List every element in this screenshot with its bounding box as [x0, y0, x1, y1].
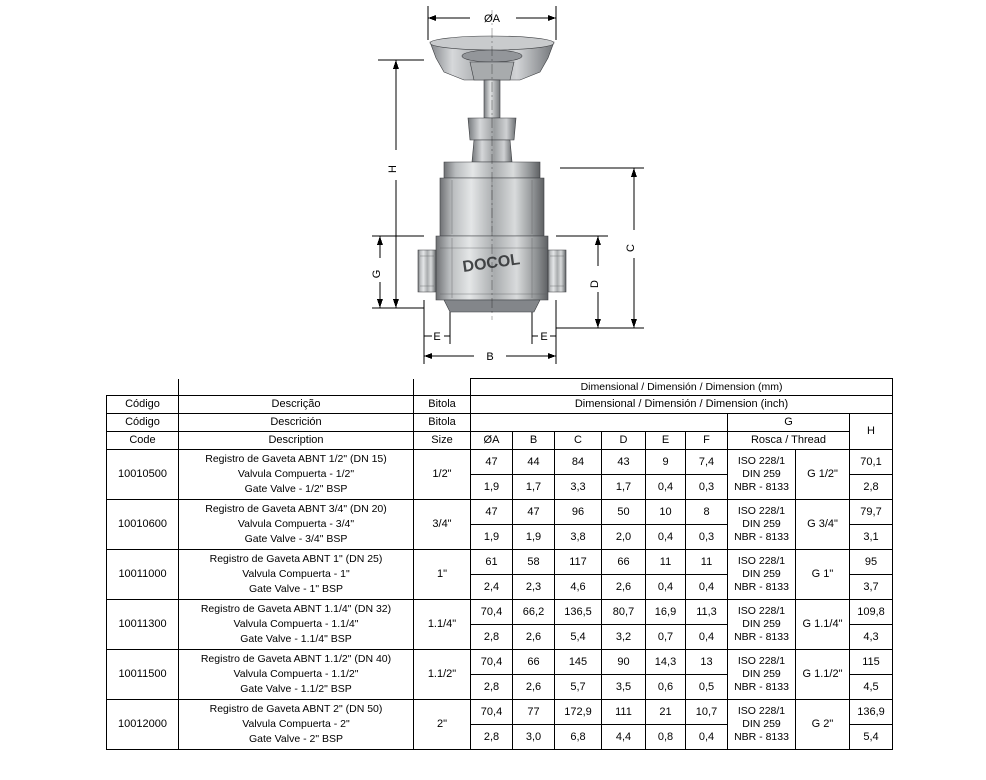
cell-mm-E: 14,3 [646, 650, 686, 675]
cell-h-inch: 3,1 [850, 525, 893, 550]
cell-inch-F: 0,4 [686, 725, 728, 750]
description-line: Valvula Compuerta - 1.1/4" [233, 617, 359, 630]
header-dim-3: D [602, 432, 646, 450]
cell-size: 1.1/4" [414, 600, 471, 650]
cell-mm-C: 145 [555, 650, 602, 675]
cell-code: 10011000 [107, 550, 179, 600]
cell-size: 2" [414, 700, 471, 750]
specification-table-wrapper [106, 378, 885, 750]
label-diameter-a: ØA [484, 13, 500, 25]
brand-label: DOCOL [461, 251, 522, 276]
group-header-mm: Dimensional / Dimensión / Dimension (mm) [471, 379, 893, 396]
thread-line: NBR - 8133 [734, 481, 789, 494]
label-e-left: E [433, 331, 441, 343]
cell-code: 10012000 [107, 700, 179, 750]
header-descricao-pt: Descrição [179, 396, 414, 414]
cell-mm-B: 66 [513, 650, 555, 675]
cell-mm-E: 9 [646, 450, 686, 475]
cell-mm-F: 10,7 [686, 700, 728, 725]
cell-mm-E: 16,9 [646, 600, 686, 625]
cell-mm-D: 66 [602, 550, 646, 575]
cell-h-mm: 109,8 [850, 600, 893, 625]
description-line: Gate Valve - 2" BSP [249, 733, 343, 746]
cell-inch-B: 2,3 [513, 575, 555, 600]
cell-inch-D: 4,4 [602, 725, 646, 750]
cell-thread [728, 550, 796, 600]
header-dim-2: C [555, 432, 602, 450]
cell-h-mm: 79,7 [850, 500, 893, 525]
cell-code: 10010600 [107, 500, 179, 550]
cell-mm-E: 21 [646, 700, 686, 725]
thread-line: NBR - 8133 [734, 631, 789, 644]
cell-size: 1" [414, 550, 471, 600]
cell-h-inch: 4,3 [850, 625, 893, 650]
cell-mm-B: 66,2 [513, 600, 555, 625]
header-thread: Rosca / Thread [728, 432, 850, 450]
description-line: Valvula Compuerta - 1.1/2" [233, 667, 359, 680]
header-codigo-pt: Código [107, 396, 179, 414]
description-line: Registro de Gaveta ABNT 2" (DN 50) [209, 702, 383, 715]
cell-mm-D: 90 [602, 650, 646, 675]
cell-inch-D: 2,6 [602, 575, 646, 600]
cell-inch-D: 3,5 [602, 675, 646, 700]
cell-h-inch: 5,4 [850, 725, 893, 750]
description-line: Valvula Compuerta - 2" [242, 717, 350, 730]
header-codigo-es: Código [107, 414, 179, 432]
header-bitola-pt: Bitola [414, 396, 471, 414]
thread-line: DIN 259 [742, 517, 781, 530]
cell-inch-ØA: 2,8 [471, 725, 513, 750]
cell-thread [728, 500, 796, 550]
cell-mm-B: 47 [513, 500, 555, 525]
thread-line: ISO 228/1 [737, 704, 786, 717]
cell-mm-ØA: 61 [471, 550, 513, 575]
cell-inch-F: 0,3 [686, 525, 728, 550]
description-line: Gate Valve - 1.1/4" BSP [240, 633, 352, 646]
cell-mm-F: 13 [686, 650, 728, 675]
thread-line: NBR - 8133 [734, 681, 789, 694]
description-line: Gate Valve - 3/4" BSP [244, 533, 348, 546]
cell-mm-D: 80,7 [602, 600, 646, 625]
cell-inch-C: 4,6 [555, 575, 602, 600]
cell-inch-ØA: 2,4 [471, 575, 513, 600]
cell-inch-F: 0,4 [686, 625, 728, 650]
thread-line: NBR - 8133 [734, 581, 789, 594]
group-header-inch: Dimensional / Dimensión / Dimension (inch) [471, 396, 893, 414]
cell-inch-E: 0,4 [646, 475, 686, 500]
label-e-right: E [540, 331, 548, 343]
table-header-row-es [107, 414, 893, 432]
header-bitola-es: Bitola [414, 414, 471, 432]
cell-g: G 3/4" [796, 500, 850, 550]
cell-inch-E: 0,4 [646, 525, 686, 550]
cell-inch-F: 0,3 [686, 475, 728, 500]
description-line: Gate Valve - 1" BSP [249, 583, 343, 596]
cell-inch-ØA: 1,9 [471, 475, 513, 500]
cell-h-inch: 4,5 [850, 675, 893, 700]
cell-inch-ØA: 2,8 [471, 625, 513, 650]
cell-h-mm: 70,1 [850, 450, 893, 475]
cell-description [179, 550, 414, 600]
description-line: Registro de Gaveta ABNT 1.1/2" (DN 40) [200, 652, 392, 665]
thread-line: DIN 259 [742, 617, 781, 630]
cell-size: 3/4" [414, 500, 471, 550]
cell-inch-E: 0,8 [646, 725, 686, 750]
cell-inch-C: 6,8 [555, 725, 602, 750]
cell-mm-C: 136,5 [555, 600, 602, 625]
cell-mm-ØA: 70,4 [471, 700, 513, 725]
cell-inch-E: 0,4 [646, 575, 686, 600]
cell-size: 1/2" [414, 450, 471, 500]
cell-size: 1.1/2" [414, 650, 471, 700]
cell-mm-D: 50 [602, 500, 646, 525]
cell-mm-ØA: 70,4 [471, 650, 513, 675]
thread-line: NBR - 8133 [734, 531, 789, 544]
cell-inch-D: 1,7 [602, 475, 646, 500]
header-descricion-es: Descrición [179, 414, 414, 432]
cell-mm-B: 58 [513, 550, 555, 575]
cell-inch-C: 5,4 [555, 625, 602, 650]
cell-inch-C: 3,3 [555, 475, 602, 500]
description-line: Valvula Compuerta - 1" [242, 567, 350, 580]
cell-thread [728, 700, 796, 750]
table-row [107, 600, 893, 625]
cell-mm-B: 77 [513, 700, 555, 725]
header-description-en: Description [179, 432, 414, 450]
cell-inch-E: 0,6 [646, 675, 686, 700]
cell-mm-F: 11 [686, 550, 728, 575]
label-c: C [625, 244, 637, 252]
description-line: Gate Valve - 1.1/2" BSP [240, 683, 352, 696]
thread-line: ISO 228/1 [737, 604, 786, 617]
cell-mm-ØA: 47 [471, 500, 513, 525]
cell-description [179, 500, 414, 550]
cell-thread [728, 450, 796, 500]
table-header-row-mm [107, 379, 893, 396]
valve-drawing-svg [0, 0, 986, 372]
header-size-en: Size [414, 432, 471, 450]
header-dim-0: ØA [471, 432, 513, 450]
thread-line: DIN 259 [742, 667, 781, 680]
cell-mm-D: 43 [602, 450, 646, 475]
technical-drawing [0, 0, 986, 372]
description-line: Registro de Gaveta ABNT 1.1/4" (DN 32) [200, 602, 392, 615]
table-header-row-en [107, 432, 893, 450]
label-g: G [371, 269, 383, 279]
thread-line: NBR - 8133 [734, 731, 789, 744]
table-row [107, 550, 893, 575]
table-row [107, 450, 893, 475]
cell-mm-ØA: 47 [471, 450, 513, 475]
cell-g: G 1.1/2" [796, 650, 850, 700]
cell-mm-F: 11,3 [686, 600, 728, 625]
cell-description [179, 650, 414, 700]
cell-inch-E: 0,7 [646, 625, 686, 650]
thread-line: DIN 259 [742, 567, 781, 580]
description-line: Valvula Compuerta - 1/2" [237, 467, 355, 480]
cell-description [179, 450, 414, 500]
cell-g: G 1" [796, 550, 850, 600]
label-b: B [486, 351, 494, 363]
header-g: G [728, 414, 850, 432]
description-line: Registro de Gaveta ABNT 3/4" (DN 20) [205, 502, 387, 515]
cell-thread [728, 600, 796, 650]
cell-g: G 2" [796, 700, 850, 750]
cell-inch-B: 2,6 [513, 675, 555, 700]
table-row [107, 500, 893, 525]
description-line: Valvula Compuerta - 3/4" [237, 517, 355, 530]
description-line: Registro de Gaveta ABNT 1/2" (DN 15) [205, 452, 387, 465]
thread-line: ISO 228/1 [737, 504, 786, 517]
cell-inch-B: 3,0 [513, 725, 555, 750]
description-line: Gate Valve - 1/2" BSP [244, 483, 348, 496]
cell-mm-F: 8 [686, 500, 728, 525]
thread-line: DIN 259 [742, 717, 781, 730]
thread-line: ISO 228/1 [737, 654, 786, 667]
description-line: Registro de Gaveta ABNT 1" (DN 25) [209, 552, 383, 565]
cell-mm-ØA: 70,4 [471, 600, 513, 625]
cell-h-inch: 2,8 [850, 475, 893, 500]
specification-table [106, 378, 893, 750]
thread-line: ISO 228/1 [737, 454, 786, 467]
cell-h-inch: 3,7 [850, 575, 893, 600]
cell-mm-E: 11 [646, 550, 686, 575]
cell-mm-C: 172,9 [555, 700, 602, 725]
cell-mm-C: 117 [555, 550, 602, 575]
cell-inch-ØA: 1,9 [471, 525, 513, 550]
cell-inch-B: 1,9 [513, 525, 555, 550]
cell-mm-E: 10 [646, 500, 686, 525]
cell-inch-D: 2,0 [602, 525, 646, 550]
cell-mm-B: 44 [513, 450, 555, 475]
header-code-en: Code [107, 432, 179, 450]
header-dim-5: F [686, 432, 728, 450]
thread-line: ISO 228/1 [737, 554, 786, 567]
cell-description [179, 600, 414, 650]
cell-code: 10010500 [107, 450, 179, 500]
cell-inch-ØA: 2,8 [471, 675, 513, 700]
table-row [107, 700, 893, 725]
cell-inch-F: 0,4 [686, 575, 728, 600]
cell-thread [728, 650, 796, 700]
cell-g: G 1.1/4" [796, 600, 850, 650]
cell-inch-F: 0,5 [686, 675, 728, 700]
cell-inch-B: 2,6 [513, 625, 555, 650]
table-row [107, 650, 893, 675]
cell-h-mm: 136,9 [850, 700, 893, 725]
header-dim-1: B [513, 432, 555, 450]
label-d: D [589, 280, 601, 288]
cell-inch-C: 3,8 [555, 525, 602, 550]
cell-inch-D: 3,2 [602, 625, 646, 650]
cell-h-mm: 115 [850, 650, 893, 675]
cell-description [179, 700, 414, 750]
header-dim-4: E [646, 432, 686, 450]
cell-mm-C: 84 [555, 450, 602, 475]
cell-h-mm: 95 [850, 550, 893, 575]
cell-inch-B: 1,7 [513, 475, 555, 500]
cell-code: 10011300 [107, 600, 179, 650]
header-h: H [850, 414, 893, 450]
cell-mm-D: 111 [602, 700, 646, 725]
cell-inch-C: 5,7 [555, 675, 602, 700]
cell-g: G 1/2" [796, 450, 850, 500]
table-header-row-inch [107, 396, 893, 414]
cell-mm-F: 7,4 [686, 450, 728, 475]
thread-line: DIN 259 [742, 467, 781, 480]
cell-code: 10011500 [107, 650, 179, 700]
cell-mm-C: 96 [555, 500, 602, 525]
label-h: H [387, 165, 399, 173]
